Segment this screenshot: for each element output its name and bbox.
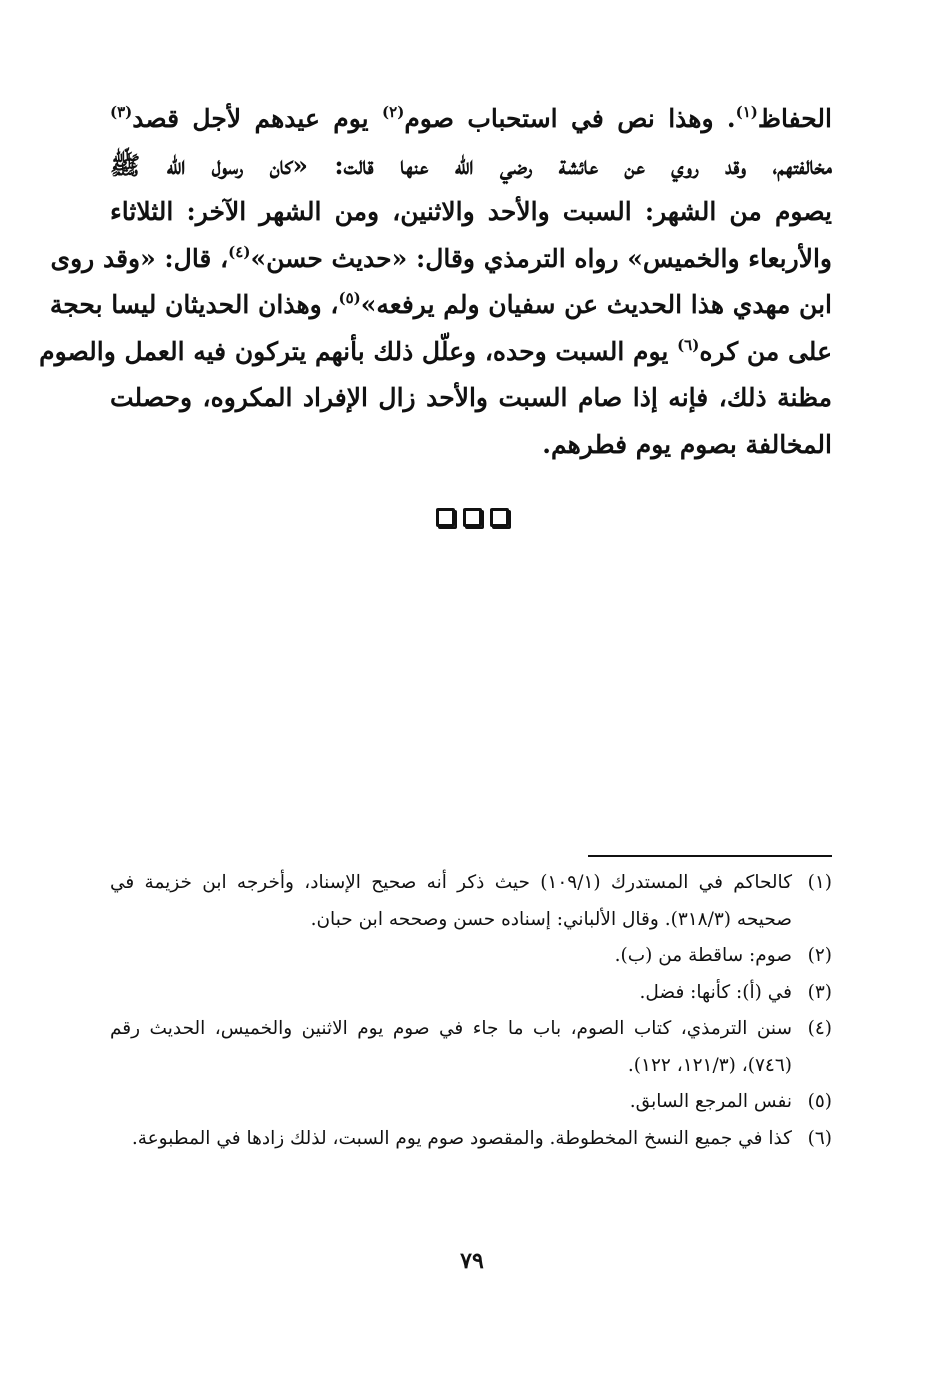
footnote-number: (٦) — [807, 1127, 832, 1149]
footnote-ref[interactable]: (٥) — [338, 289, 361, 307]
main-text — [39, 96, 832, 468]
square-ornament-icon — [436, 508, 455, 527]
footnote-text: كذا في جميع النسخ المخطوطة. والمقصود صوم يوم السبت، لذلك زادها في المطبوعة. — [131, 1127, 792, 1149]
footnote-number: (٥) — [807, 1091, 832, 1112]
footnote-text: كالحاكم في المستدرك (١٠٩/١) حيث ذكر أنه صحيح الإسناد، وأخرجه ابن خزيمة في صحيحه (٣١٨/٣). وقال الألباني: إسناده حسن وصححه ابن حبان. — [110, 872, 792, 930]
text-line: المخالفة بصوم يوم فطرهم. — [542, 429, 832, 459]
footnote-ref[interactable]: (٤) — [228, 242, 251, 261]
footnote-item — [110, 1084, 832, 1121]
footnote-number: (١) — [807, 872, 832, 893]
text-line: الحفاظ$^{(١)}$. وهذا نص في استحباب صوم$^{(٢)}$ يوم عيدهم لأجل قصد$^{(٣)}$ — [110, 103, 832, 133]
text-line: والأربعاء والخميس» رواه الترمذي وقال: «حديث حسن»$^{(٤)}$، قال: «وقد روى — [50, 242, 832, 273]
footnote-text: نفس المرجع السابق. — [629, 1091, 792, 1112]
footnote-item — [110, 1011, 832, 1084]
footnote-ref[interactable]: (٢) — [382, 103, 405, 121]
footnote-text: سنن الترمذي، كتاب الصوم، باب ما جاء في صوم يوم الاثنين والخميس، الحديث رقم (٧٤٦)، (١٢١/٣، ١٢٢). — [110, 1018, 792, 1076]
text-line: ابن مهدي هذا الحديث عن سفيان ولم يرفعه»$^{(٥)}$، وهذان الحديثان ليسا بحجة — [49, 289, 832, 319]
footnote-item — [110, 975, 832, 1012]
section-separator — [0, 508, 944, 527]
footnote-number: (٣) — [807, 981, 832, 1003]
text-line: على من كره$^{(٦)}$ يوم السبت وحده، وعلّل ذلك بأنهم يتركون فيه العمل والصوم — [39, 335, 832, 366]
footnote-item — [110, 865, 832, 938]
text-line: مظنة ذلك، فإنه إذا صام السبت والأحد زال الإفراد المكروه، وحصلت — [110, 383, 832, 412]
footnote-ref[interactable]: (١) — [735, 103, 758, 121]
footnote-ref[interactable]: (٣) — [110, 103, 133, 121]
footnote-number: (٢) — [807, 945, 832, 966]
text-line: يصوم من الشهر: السبت والأحد والاثنين، ومن الشهر الآخر: الثلاثاء — [110, 197, 832, 226]
footnote-divider — [588, 855, 832, 857]
footnote-text: صوم: ساقطة من (ب). — [614, 945, 792, 966]
footnote-number: (٤) — [807, 1018, 832, 1039]
square-ornament-icon — [490, 508, 509, 527]
text-line: مخالفتهم، وقد روي عن عائشة رضي الله عنها قالت: «كان رسول الله ﷺ — [110, 150, 832, 180]
footnote-ref[interactable]: (٦) — [677, 335, 700, 354]
footnote-item — [110, 938, 832, 975]
page-number: ٧٩ — [460, 1248, 484, 1274]
footnotes — [110, 865, 832, 1157]
footnote-text: في (أ): كأنها: فضل. — [639, 981, 792, 1003]
footnote-item — [110, 1121, 832, 1158]
square-ornament-icon — [463, 508, 482, 527]
